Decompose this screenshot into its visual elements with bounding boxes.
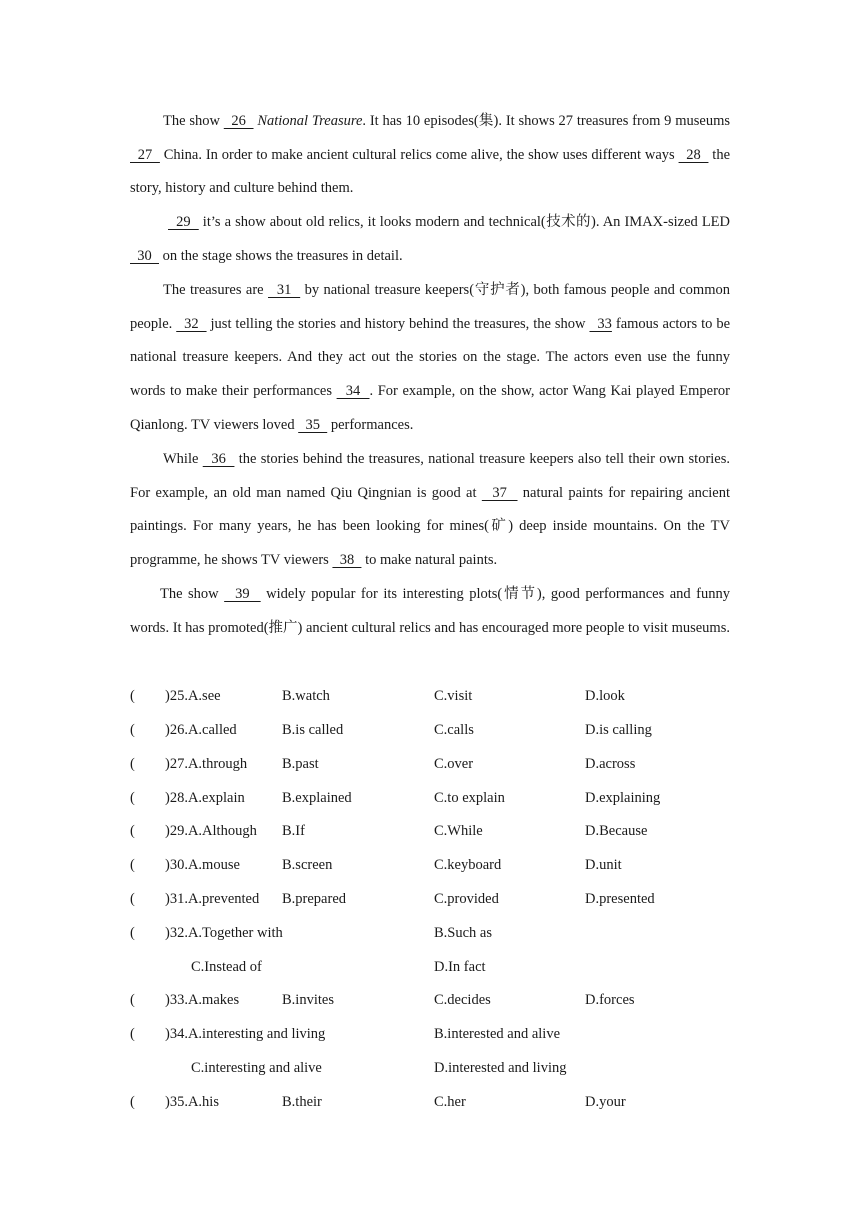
option-a: )34.A.interesting and living: [165, 1026, 326, 1042]
text: by national treasure keepers(守护者), both famous people and common people.: [130, 282, 730, 332]
option-b: B.explained: [282, 790, 352, 806]
show-title: National Treasure: [257, 113, 363, 129]
option-d: D.Because: [585, 823, 648, 839]
text: . For example, on the show, actor Wang Kai played Emperor Qianlong. TV viewers loved: [130, 383, 731, 433]
option-c: C.interesting and alive: [191, 1060, 322, 1076]
blank-31: 31: [268, 282, 301, 298]
option-a: )35.A.his: [165, 1094, 219, 1110]
answer-paren: (: [130, 823, 135, 839]
blank-36: 36: [202, 451, 235, 467]
blank-39: 39: [224, 586, 261, 602]
option-d: D.presented: [585, 891, 655, 907]
blank-28: 28: [678, 146, 709, 163]
text: it’s a show about old relics, it looks modern and technical(技术的). An IMAX-sized LED: [198, 214, 731, 230]
option-b: B.screen: [282, 857, 333, 873]
text: the stories behind the treasures, national treasure keepers also tell their own stories. For example, an old man named Qiu Qingnian is good at: [130, 451, 730, 501]
text: performances.: [327, 416, 414, 433]
passage-paragraph-1: [130, 105, 730, 206]
question-28: [130, 786, 730, 810]
text: natural paints for repairing ancient paintings. For many years, he has been looking for mines(矿) deep inside mountains. On the TV programme, he shows TV viewers: [130, 484, 730, 569]
option-a: )27.A.through: [165, 756, 248, 772]
option-a: )29.A.Although: [165, 823, 257, 839]
option-c: C.to explain: [434, 790, 505, 806]
text: just telling the stories and history behind the treasures, the show: [206, 315, 590, 332]
answer-paren: (: [130, 857, 135, 873]
option-b: B.prepared: [282, 891, 347, 907]
option-b: B.watch: [282, 688, 330, 704]
option-d: D.explaining: [585, 790, 661, 806]
option-b: B.If: [282, 823, 305, 839]
question-26: [130, 718, 730, 742]
blank-26: 26: [223, 113, 254, 129]
option-d: D.unit: [585, 857, 622, 873]
blank-38: 38: [332, 552, 362, 569]
answer-paren: (: [130, 925, 135, 941]
option-c: C.visit: [434, 688, 473, 704]
option-c: C.calls: [434, 722, 474, 738]
text: . It has 10 episodes(集). It shows 27 treasures from 9 museums: [362, 113, 731, 129]
answer-paren: (: [130, 891, 135, 907]
text: the story, history and culture behind them.: [130, 146, 731, 197]
question-32: [130, 921, 730, 945]
answer-paren: (: [130, 1094, 135, 1110]
text: The treasures are: [163, 282, 269, 298]
option-c: C.While: [434, 823, 483, 839]
blank-30: 30: [130, 247, 159, 264]
question-35: [130, 1090, 730, 1114]
option-b: B.invites: [282, 992, 334, 1008]
passage-paragraph-5: [130, 578, 730, 645]
question-33: [130, 988, 730, 1012]
option-c: C.Instead of: [191, 959, 262, 975]
answer-paren: (: [130, 1026, 135, 1042]
passage-paragraph-4: [130, 443, 730, 578]
option-b: B.is called: [282, 722, 344, 738]
text: While: [163, 451, 203, 467]
option-c: C.her: [434, 1094, 466, 1110]
question-29: [130, 819, 730, 843]
option-d: D.In fact: [434, 959, 486, 975]
text: China. In order to make ancient cultural relics come alive, the show uses different ways: [159, 146, 679, 163]
option-d: D.your: [585, 1094, 626, 1110]
option-d: D.across: [585, 756, 636, 772]
text: The show: [163, 113, 224, 129]
text: The show: [160, 586, 225, 602]
option-c: C.provided: [434, 891, 499, 907]
option-a: )32.A.Together with: [165, 925, 283, 941]
option-d: D.interested and living: [434, 1060, 567, 1076]
option-c: C.decides: [434, 992, 491, 1008]
answer-paren: (: [130, 688, 135, 704]
option-d: D.forces: [585, 992, 635, 1008]
blank-35: 35: [298, 416, 328, 433]
blank-33: 33: [589, 315, 612, 332]
blank-32: 32: [176, 315, 207, 332]
passage-paragraph-3: [130, 274, 730, 443]
question-32-row-2: [130, 955, 730, 979]
question-27: [130, 752, 730, 776]
option-c: C.keyboard: [434, 857, 502, 873]
option-a: )26.A.called: [165, 722, 237, 738]
option-b: B.Such as: [434, 925, 492, 941]
option-a: )28.A.explain: [165, 790, 245, 806]
option-a: )33.A.makes: [165, 992, 240, 1008]
blank-37: 37: [481, 484, 518, 501]
question-30: [130, 853, 730, 877]
text: on the stage shows the treasures in detail.: [159, 247, 403, 264]
option-a: )30.A.mouse: [165, 857, 240, 873]
option-c: C.over: [434, 756, 474, 772]
blank-34: 34: [336, 383, 370, 400]
question-34: [130, 1022, 730, 1046]
passage-paragraph-2: [130, 206, 730, 273]
text: widely popular for its interesting plots(情节), good performances and funny words. It has promoted(推广) ancient cultural relics and has encouraged more people to visit museums.: [130, 586, 730, 636]
option-b: B.interested and alive: [434, 1026, 561, 1042]
option-d: D.look: [585, 688, 625, 704]
option-b: B.their: [282, 1094, 322, 1110]
answer-paren: (: [130, 722, 135, 738]
answer-paren: (: [130, 756, 135, 772]
answer-paren: (: [130, 992, 135, 1008]
answer-paren: (: [130, 790, 135, 806]
question-34-row-2: [130, 1056, 730, 1080]
option-a: )25.A.see: [165, 688, 221, 704]
text: famous actors to be national treasure keepers. And they act out the stories on the stage. The actors even use the funny words to make their performances: [130, 315, 731, 400]
question-25: [130, 684, 730, 708]
question-31: [130, 887, 730, 911]
blank-29: 29: [168, 214, 199, 230]
option-d: D.is calling: [585, 722, 652, 738]
option-a: )31.A.prevented: [165, 891, 260, 907]
option-b: B.past: [282, 756, 319, 772]
blank-27: 27: [130, 146, 160, 163]
text: to make natural paints.: [361, 552, 498, 569]
